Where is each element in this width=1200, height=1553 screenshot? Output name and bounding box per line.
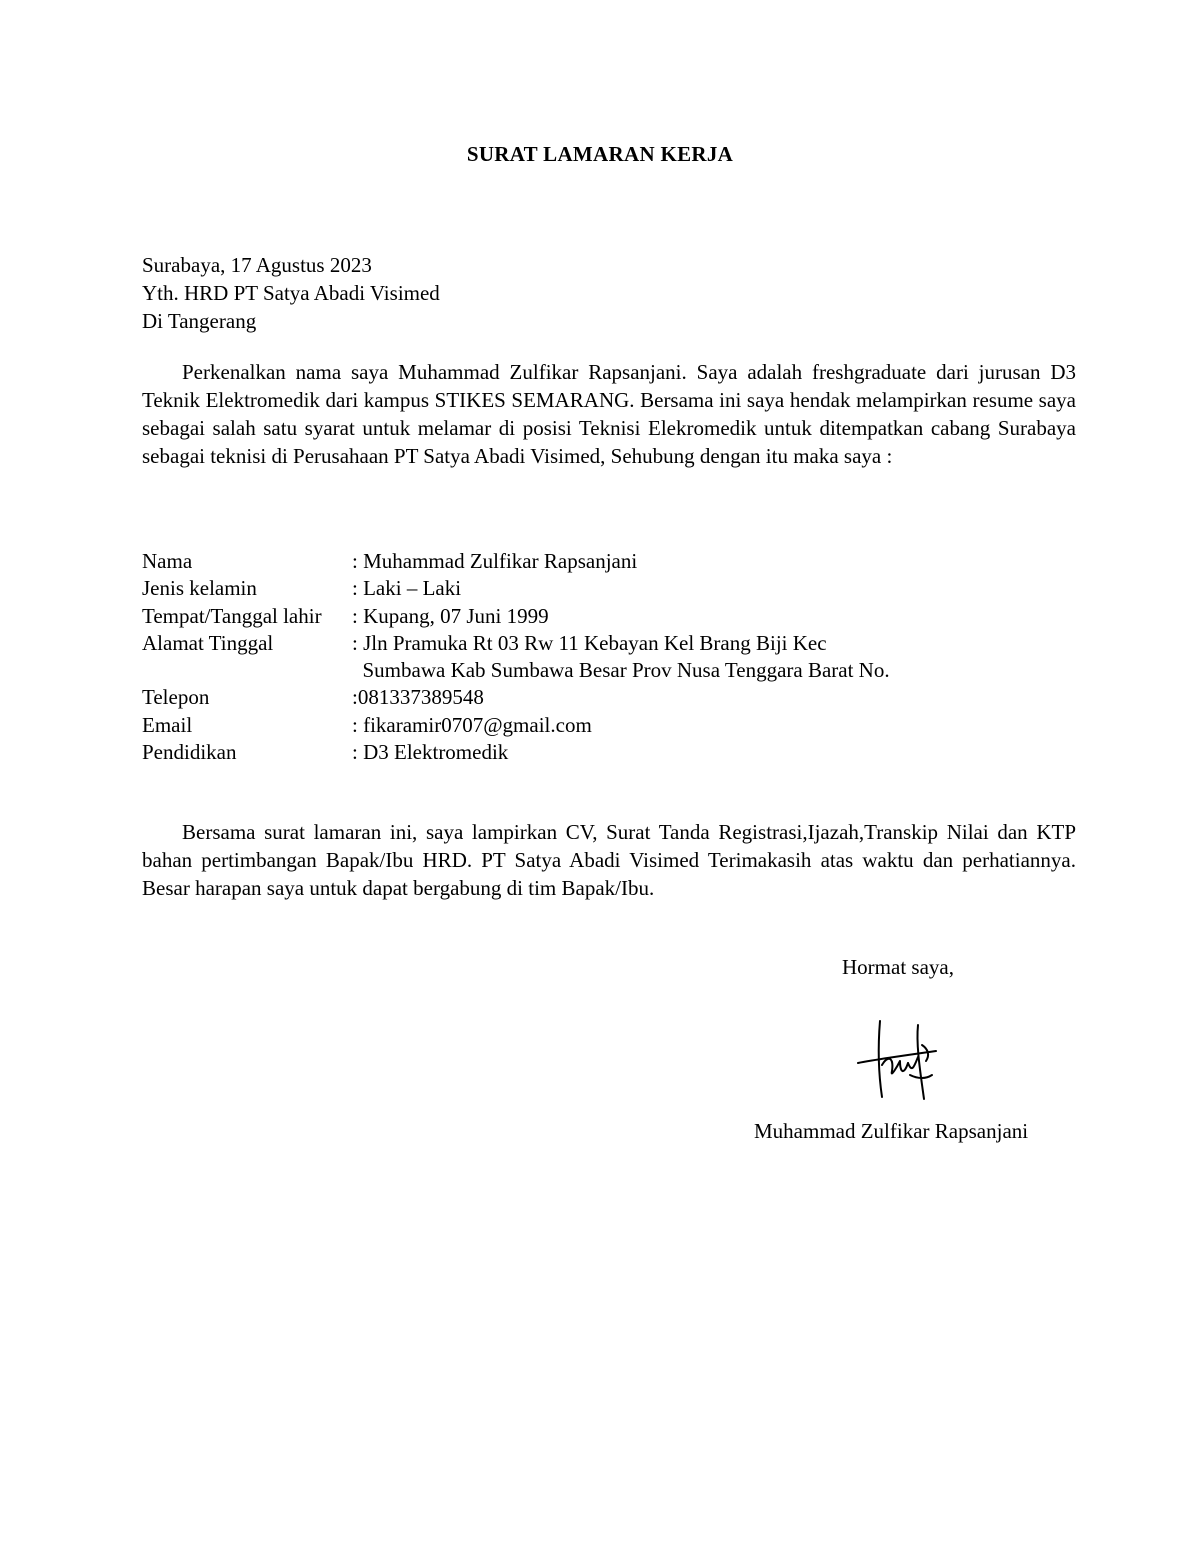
detail-label: Email (142, 712, 193, 737)
detail-value: : Muhammad Zulfikar Rapsanjani (352, 549, 638, 573)
signer-name: Muhammad Zulfikar Rapsanjani (754, 1119, 1029, 1143)
detail-value: : Kupang, 07 Juni 1999 (352, 603, 549, 628)
detail-row (142, 712, 890, 739)
signature-image (848, 1015, 948, 1105)
detail-label (142, 657, 352, 684)
detail-value: : Jln Pramuka Rt 03 Rw 11 Kebayan Kel Brang Biji Kec (352, 630, 827, 655)
detail-label: Telepon (142, 685, 210, 710)
detail-label: Tempat/Tanggal lahir (142, 603, 322, 628)
detail-row (142, 739, 890, 766)
address-block (142, 251, 440, 335)
detail-row (142, 657, 890, 684)
detail-label: Jenis kelamin (142, 576, 257, 601)
detail-label: Alamat Tinggal (142, 630, 274, 655)
detail-row (142, 630, 890, 657)
detail-value: : Laki – Laki (352, 576, 462, 601)
detail-value: : D3 Elektromedik (352, 740, 509, 765)
detail-label: Pendidikan (142, 740, 237, 765)
detail-row (142, 575, 890, 602)
detail-row (142, 603, 890, 630)
detail-label: Nama (142, 549, 193, 573)
closing-paragraph: Bersama surat lamaran ini, saya lampirkan CV, Surat Tanda Registrasi,Ijazah,Transkip Nilai dan KTP bahan pertimbangan Bapak/Ibu HRD. PT Satya Abadi Visimed Terimakasih atas waktu dan perhatiannya. Besar harapan saya untuk dapat bergabung di tim Bapak/Ibu. (142, 820, 1076, 900)
letter-title: SURAT LAMARAN KERJA (466, 142, 734, 166)
applicant-details (142, 548, 890, 766)
detail-value: Sumbawa Kab Sumbawa Besar Prov Nusa Tenggara Barat No. (352, 658, 890, 683)
detail-value: :081337389548 (352, 685, 484, 710)
intro-paragraph: Perkenalkan nama saya Muhammad Zulfikar Rapsanjani. Saya adalah freshgraduate dari jurusan D3 Teknik Elektromedik dari kampus STIKES SEMARANG. Bersama ini saya hendak melampirkan resume saya sebagai salah satu syarat untuk melamar di posisi Teknisi Elekromedik untuk ditempatkan cabang Surabaya sebagai teknisi di Perusahaan PT Satya Abadi Visimed, Sehubung dengan itu maka saya : (142, 360, 1076, 468)
place-date: Surabaya, 17 Agustus 2023 (142, 253, 372, 277)
recipient: Yth. HRD PT Satya Abadi Visimed (142, 281, 440, 305)
detail-row (142, 684, 890, 711)
detail-value: : fikaramir0707@gmail.com (352, 712, 592, 737)
closing-salutation: Hormat saya, (842, 955, 954, 979)
detail-row (142, 548, 890, 575)
recipient-location: Di Tangerang (142, 309, 257, 333)
